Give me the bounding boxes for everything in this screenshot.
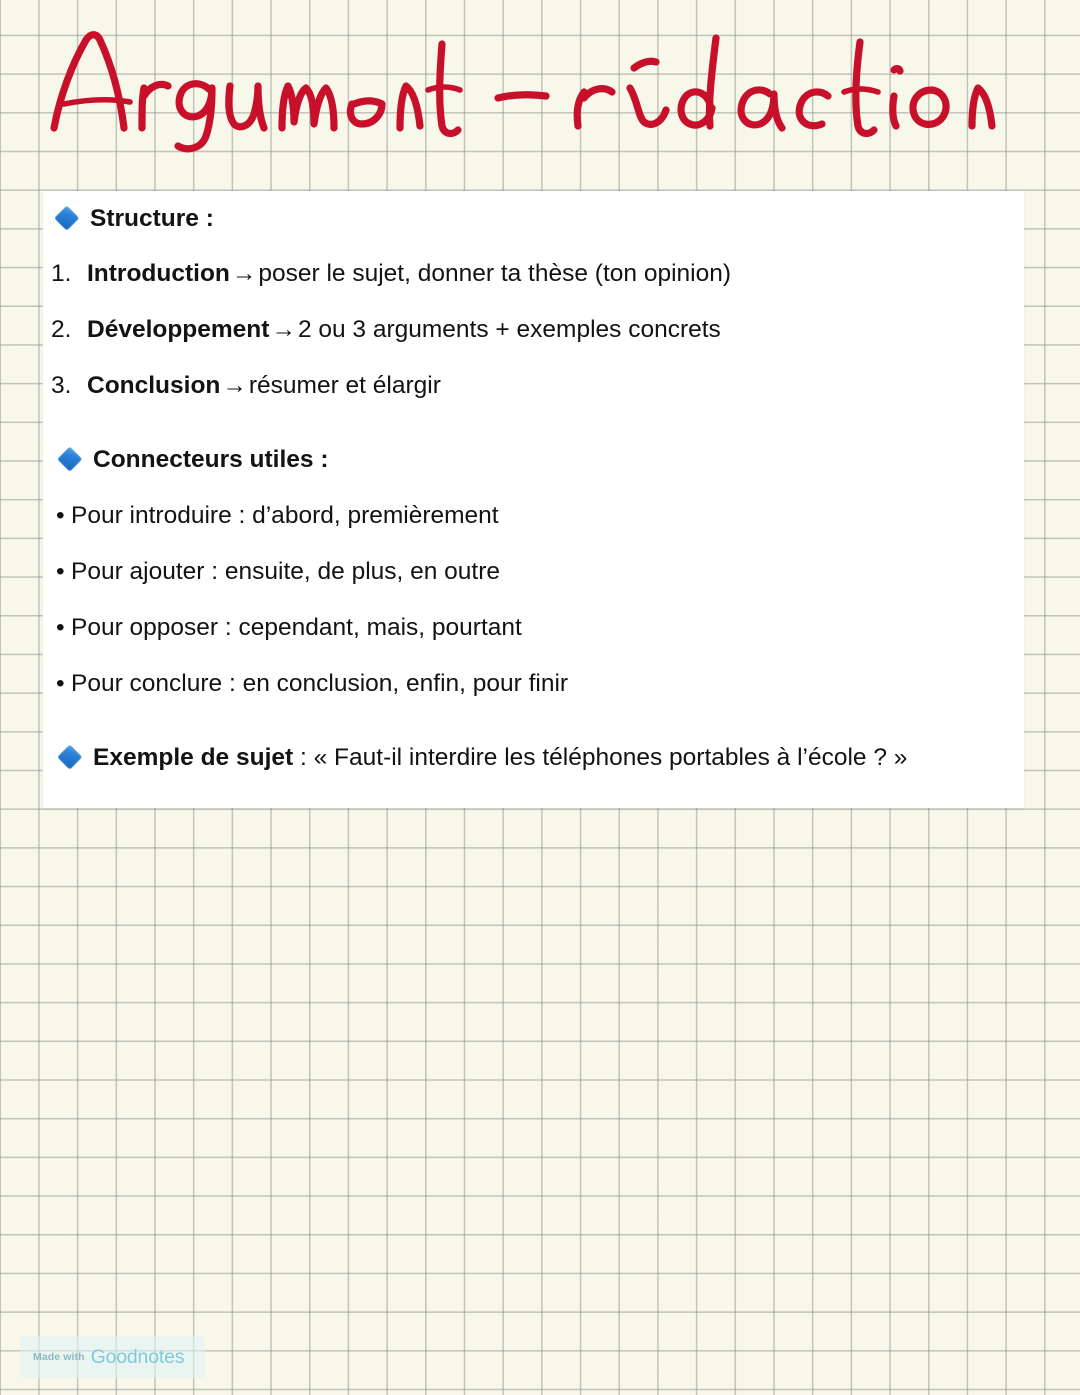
list-item-term: Développement xyxy=(87,316,270,343)
list-item xyxy=(56,613,1024,644)
list-item xyxy=(56,557,1024,588)
dot-bullet-icon: • xyxy=(56,502,65,529)
dot-bullet-icon: • xyxy=(56,670,65,697)
list-item-description: résumer et élargir xyxy=(248,372,441,399)
handwritten-title xyxy=(38,18,1038,148)
list-item-text: Pour opposer : cependant, mais, pourtant xyxy=(71,614,522,641)
list-item xyxy=(56,501,1024,532)
list-item xyxy=(51,371,1024,402)
list-item xyxy=(56,669,1024,700)
list-item-term: Introduction xyxy=(87,260,230,287)
section-heading-connecteurs xyxy=(58,444,1024,476)
list-item-number: 2. xyxy=(51,316,72,343)
list-item-text: Pour introduire : d’abord, premièrement xyxy=(71,502,499,529)
dot-bullet-icon: • xyxy=(56,614,65,641)
list-item xyxy=(51,259,1024,290)
arrow-icon: → xyxy=(231,260,257,287)
dot-bullet-icon: • xyxy=(56,558,65,585)
example-separator: : xyxy=(299,744,307,771)
watermark-prefix: Made with xyxy=(33,1351,85,1363)
list-item-number: 1. xyxy=(51,260,72,287)
list-item-text: Pour conclure : en conclusion, enfin, pour finir xyxy=(71,670,569,697)
example-label: Exemple de sujet xyxy=(93,744,294,771)
blue-diamond-icon xyxy=(55,206,78,229)
blue-diamond-icon xyxy=(58,745,81,768)
list-item xyxy=(51,315,1024,346)
list-item-description: 2 ou 3 arguments + exemples concrets xyxy=(297,316,721,343)
example-text: « Faut-il interdire les téléphones portables à l’école ? » xyxy=(313,744,908,771)
arrow-icon: → xyxy=(222,372,247,399)
list-item-text: Pour ajouter : ensuite, de plus, en outre xyxy=(71,558,501,585)
example-row xyxy=(58,742,1024,774)
section-heading-structure-label: Structure : xyxy=(90,205,214,232)
watermark-brand: Goodnotes xyxy=(90,1345,185,1368)
list-item-term: Conclusion xyxy=(87,372,221,399)
section-heading-structure xyxy=(55,203,1024,235)
goodnotes-watermark xyxy=(20,1336,205,1378)
list-item-number: 3. xyxy=(51,372,72,399)
blue-diamond-icon xyxy=(58,447,81,470)
section-heading-connecteurs-label: Connecteurs utiles : xyxy=(93,446,329,473)
list-item-description: poser le sujet, donner ta thèse (ton opinion) xyxy=(258,260,731,287)
arrow-icon: → xyxy=(271,316,296,343)
note-card xyxy=(43,191,1024,808)
